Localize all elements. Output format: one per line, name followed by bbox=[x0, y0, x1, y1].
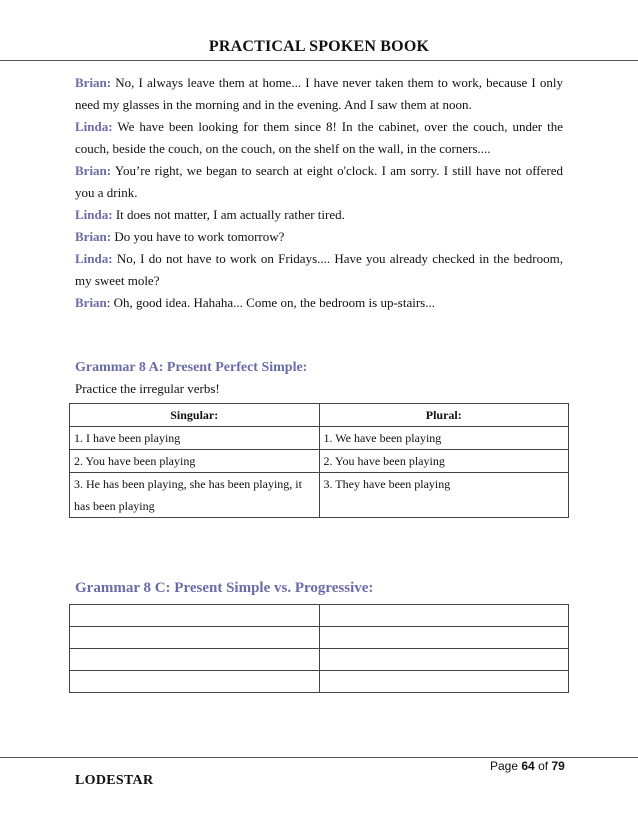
header-rule bbox=[0, 60, 638, 61]
dialogue-text: : Oh, good idea. Hahaha... Come on, the bedroom is up-stairs... bbox=[106, 295, 435, 310]
table-row bbox=[70, 649, 569, 671]
table-cell[interactable] bbox=[319, 649, 569, 671]
page-number bbox=[490, 759, 565, 773]
grammar-8a-instruction: Practice the irregular verbs! bbox=[75, 381, 220, 396]
grammar-8a-table bbox=[69, 403, 569, 518]
table-row bbox=[70, 671, 569, 693]
dialogue-line bbox=[75, 226, 563, 248]
table-cell[interactable] bbox=[70, 605, 320, 627]
dialogue-line bbox=[75, 72, 563, 116]
table-cell[interactable] bbox=[70, 649, 320, 671]
column-header-singular: Singular: bbox=[70, 404, 320, 427]
dialogue-block bbox=[75, 72, 563, 314]
dialogue-text: You’re right, we began to search at eight o'clock. I am sorry. I still have not offered you a drink. bbox=[75, 163, 563, 200]
page-current: 64 bbox=[521, 759, 535, 773]
dialogue-text: We have been looking for them since 8! In the cabinet, over the couch, under the couch, beside the couch, on the couch, on the shelf on the wall, in the corners.... bbox=[75, 119, 563, 156]
grammar-8c-heading: Grammar 8 C: Present Simple vs. Progressive: bbox=[75, 580, 374, 596]
dialogue-text: It does not matter, I am actually rather tired. bbox=[112, 207, 345, 222]
table-cell: 2. You have been playing bbox=[319, 450, 569, 473]
table-header-row bbox=[70, 404, 569, 427]
column-header-plural: Plural: bbox=[319, 404, 569, 427]
table-cell: 1. I have been playing bbox=[70, 427, 320, 450]
dialogue-line bbox=[75, 248, 563, 292]
speaker-name: Brian: bbox=[75, 229, 112, 244]
table-cell[interactable] bbox=[319, 605, 569, 627]
grammar-8a-heading: Grammar 8 A: Present Perfect Simple: bbox=[75, 360, 308, 375]
table-row bbox=[70, 427, 569, 450]
speaker-name: Linda: bbox=[75, 207, 113, 222]
dialogue-text: No, I always leave them at home... I have never taken them to work, because I only need my glasses in the morning and in the evening. And I saw them at noon. bbox=[75, 75, 563, 112]
dialogue-line bbox=[75, 292, 563, 314]
table-cell[interactable] bbox=[319, 671, 569, 693]
table-cell: 1. We have been playing bbox=[319, 427, 569, 450]
dialogue-line bbox=[75, 160, 563, 204]
dialogue-line bbox=[75, 204, 563, 226]
table-cell[interactable] bbox=[70, 627, 320, 649]
page-label: Page bbox=[490, 759, 519, 773]
table-row bbox=[70, 450, 569, 473]
footer-rule bbox=[0, 757, 638, 758]
dialogue-text: No, I do not have to work on Fridays.... Have you already checked in the bedroom, my sweet mole? bbox=[75, 251, 563, 288]
speaker-name: Brian: bbox=[75, 163, 112, 178]
table-cell[interactable] bbox=[319, 627, 569, 649]
table-cell: 2. You have been playing bbox=[70, 450, 320, 473]
speaker-name: Linda: bbox=[75, 119, 113, 134]
page-total: 79 bbox=[551, 759, 565, 773]
footer-brand: LODESTAR bbox=[75, 773, 154, 788]
page-header-title: PRACTICAL SPOKEN BOOK bbox=[208, 38, 430, 55]
speaker-name: Brian: bbox=[75, 75, 112, 90]
page-of: of bbox=[538, 759, 549, 773]
dialogue-text: Do you have to work tomorrow? bbox=[111, 229, 285, 244]
table-row bbox=[70, 627, 569, 649]
table-cell[interactable] bbox=[70, 671, 320, 693]
dialogue-line bbox=[75, 116, 563, 160]
table-cell: 3. He has been playing, she has been playing, it has been playing bbox=[70, 473, 320, 518]
speaker-name: Brian bbox=[75, 295, 107, 310]
grammar-8c-table bbox=[69, 604, 569, 693]
table-row bbox=[70, 473, 569, 518]
table-row bbox=[70, 605, 569, 627]
speaker-name: Linda: bbox=[75, 251, 113, 266]
table-cell: 3. They have been playing bbox=[319, 473, 569, 518]
